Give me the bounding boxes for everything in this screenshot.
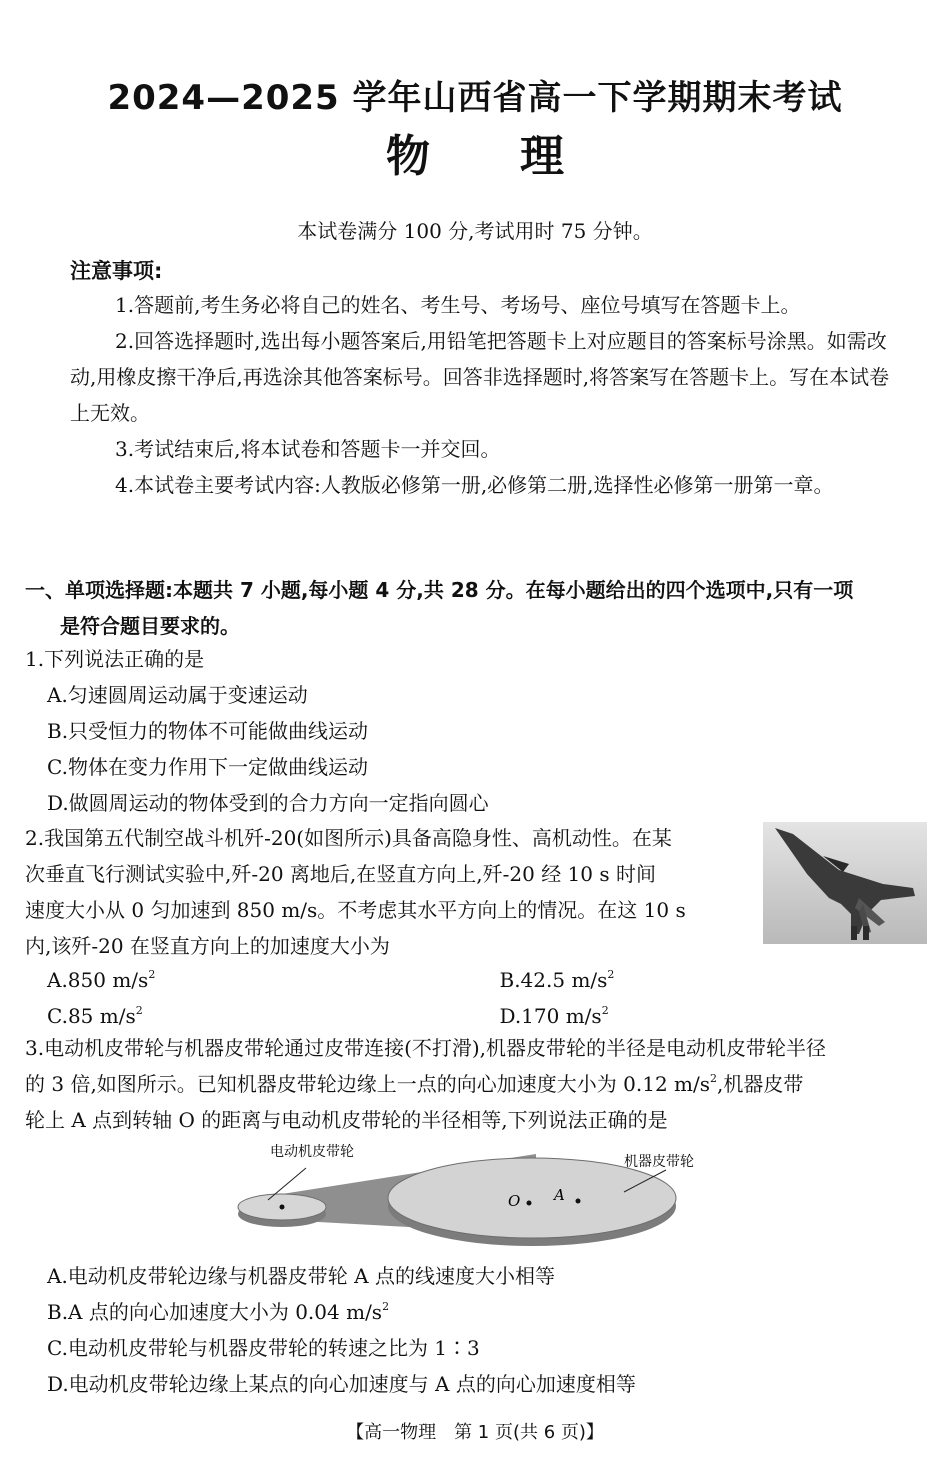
notice-item: 1.答题前,考生务必将自己的姓名、考生号、考场号、座位号填写在答题卡上。: [115, 293, 801, 317]
notice-item: 4.本试卷主要考试内容:人教版必修第一册,必修第二册,选择性必修第一册第一章。: [115, 473, 834, 497]
section-heading-line: 是符合题目要求的。: [60, 614, 240, 638]
question-stem-line: 轮上 A 点到转轴 O 的距离与电动机皮带轮的半径相等,下列说法正确的是: [25, 1108, 668, 1132]
subject-title: 物理: [386, 131, 654, 182]
j20-jet-image: [763, 822, 927, 944]
page-footer: 【高一物理 第 1 页(共 6 页)】: [346, 1422, 604, 1443]
notice-item: 3.考试结束后,将本试卷和答题卡一并交回。: [115, 437, 501, 461]
question-3: [25, 1030, 930, 1138]
question-stem-line: 速度大小从 0 匀加速到 850 m/s。不考虑其水平方向上的情况。在这 10 s: [25, 898, 686, 922]
question-3-options: [25, 1258, 930, 1402]
option-b: B.只受恒力的物体不可能做曲线运动: [47, 719, 369, 743]
option-d: D.电动机皮带轮边缘上某点的向心加速度与 A 点的向心加速度相等: [47, 1372, 636, 1396]
notice-item: 2.回答选择题时,选出每小题答案后,用铅笔把答题卡上对应题目的答案标号涂黑。如需改动,用橡皮擦干净后,再选涂其他答案标号。回答非选择题时,将答案写在答题卡上。写在本试卷上无效。: [70, 329, 890, 425]
option-b: B.42.5 $m/s^2$: [499, 968, 615, 992]
point-a-label: A: [554, 1186, 565, 1204]
machine-pulley-label: 机器皮带轮: [624, 1153, 694, 1169]
question-stem-line: 内,该歼-20 在竖直方向上的加速度大小为: [25, 934, 390, 958]
option-a: A.匀速圆周运动属于变速运动: [47, 683, 308, 707]
option-c: C.物体在变力作用下一定做曲线运动: [47, 755, 368, 779]
section-heading-line: 一、单项选择题:本题共 7 小题,每小题 4 分,共 28 分。在每小题给出的四个选项中,只有一项: [25, 578, 854, 602]
question-stem-line: 2.我国第五代制空战斗机歼-20(如图所示)具备高隐身性、高机动性。在某: [25, 826, 672, 850]
option-a: A.电动机皮带轮边缘与机器皮带轮 A 点的线速度大小相等: [47, 1264, 555, 1288]
belt-pulley-figure: [236, 1140, 694, 1252]
option-c: C.电动机皮带轮与机器皮带轮的转速之比为 1∶3: [47, 1336, 480, 1360]
question-stem-line: 的 3 倍,如图所示。已知机器皮带轮边缘上一点的向心加速度大小为 0.12 $m/s^2$,机器皮带: [25, 1072, 804, 1096]
point-a-dot: [576, 1199, 581, 1204]
question-2-options: [25, 962, 930, 1034]
option-d: D.做圆周运动的物体受到的合力方向一定指向圆心: [47, 791, 489, 815]
axis-o-label: O: [508, 1192, 521, 1210]
option-d: D.170 $m/s^2$: [499, 1004, 609, 1028]
question-stem-line: 次垂直飞行测试实验中,歼-20 离地后,在竖直方向上,歼-20 经 10 s 时间: [25, 862, 656, 886]
motor-pulley-label: 电动机皮带轮: [270, 1143, 354, 1159]
question-1: [25, 641, 930, 821]
exam-info: 本试卷满分 100 分,考试用时 75 分钟。: [297, 219, 653, 243]
axis-o-dot: [527, 1201, 532, 1206]
notice-list: [70, 287, 890, 503]
option-a: A.850 $m/s^2$: [47, 968, 156, 992]
option-c: C.85 $m/s^2$: [47, 1004, 143, 1028]
question-stem-line: 3.电动机皮带轮与机器皮带轮通过皮带连接(不打滑),机器皮带轮的半径是电动机皮带轮半径: [25, 1036, 827, 1060]
notice-heading: 注意事项:: [70, 259, 163, 283]
section-heading: [25, 572, 930, 644]
question-stem: 1.下列说法正确的是: [25, 647, 205, 671]
exam-title: 2024—2025 学年山西省高一下学期期末考试: [107, 78, 843, 118]
option-b: B.A 点的向心加速度大小为 0.04 $m/s^2$: [47, 1300, 390, 1324]
question-2: [25, 820, 765, 964]
